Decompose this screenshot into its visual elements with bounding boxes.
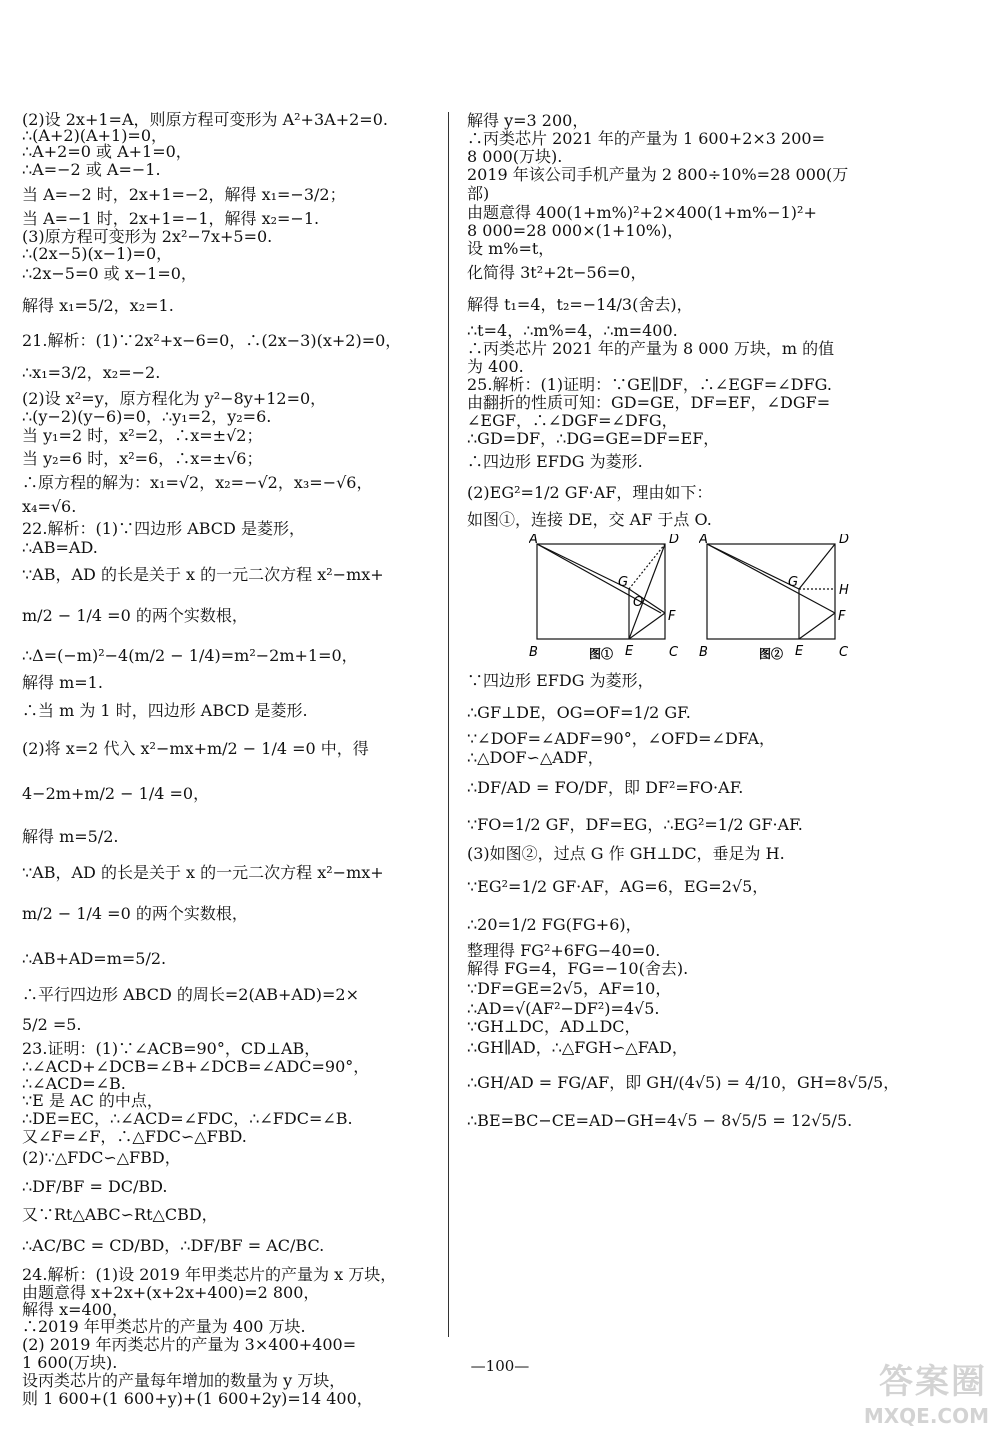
text-line: ∴∠ACD+∠DCB=∠B+∠DCB=∠ADC=90°， — [22, 1057, 370, 1076]
text-line: 设丙类芯片的产量每年增加的数量为 y 万块， — [22, 1371, 346, 1390]
text-line: ∴Δ=(−m)²−4(m/2 − 1/4)=m²−2m+1=0， — [22, 646, 358, 665]
text-line: 4−2m+m/2 − 1/4 =0， — [22, 784, 210, 803]
text-line: ∵四边形 EFDG 为菱形， — [467, 671, 654, 690]
text-line: ∴AD=√(AF²−DF²)=4√5. — [467, 999, 660, 1018]
text-line: ∴2019 年甲类芯片的产量为 400 万块. — [22, 1317, 306, 1336]
watermark-logo: 答案圈 — [879, 1362, 987, 1402]
text-line: ∴平行四边形 ABCD 的周长=2(AB+AD)=2× — [22, 985, 360, 1004]
text-line: ∴x₁=3/2，x₂=−2. — [22, 363, 161, 382]
caption-2: 图② — [759, 647, 784, 661]
watermark-url: MXQE.COM — [863, 1404, 989, 1428]
label-d: D — [669, 534, 680, 547]
text-line: 部) — [467, 184, 490, 203]
text-line: 当 y₂=6 时，x²=6，∴x=±√6； — [22, 449, 263, 468]
text-line: 则 1 600+(1 600+y)+(1 600+2y)=14 400， — [22, 1389, 373, 1408]
text-line: 25.解析：(1)证明：∵GE∥DF，∴∠EGF=∠DFG. — [467, 375, 832, 394]
left-column — [22, 112, 437, 1408]
text-line: ∠EGF，∴∠DGF=∠DFG， — [467, 411, 678, 430]
text-line: (2)∵△FDC∽△FBD， — [22, 1148, 181, 1167]
text-line: 23.证明：(1)∵∠ACB=90°，CD⊥AB， — [22, 1039, 321, 1058]
text-line: (2)设 2x+1=A，则原方程可变形为 A²+3A+2=0. — [22, 110, 388, 129]
text-line: (3)如图②，过点 G 作 GH⊥DC，垂足为 H. — [467, 844, 785, 863]
text-line: x₄=√6. — [22, 497, 77, 516]
text-line: ∴A=−2 或 A=−1. — [22, 160, 161, 179]
text-line: ∴当 m 为 1 时，四边形 ABCD 是菱形. — [22, 701, 308, 720]
text-line: ∵E 是 AC 的中点， — [22, 1091, 163, 1110]
svg-text:H: H — [839, 583, 849, 598]
text-line: ∴BE=BC−CE=AD−GH=4√5 − 8√5/5 = 12√5/5. — [467, 1111, 853, 1130]
text-line: 当 A=−2 时，2x+1=−2，解得 x₁=−3/2； — [22, 185, 346, 204]
text-line: 化简得 3t²+2t−56=0， — [467, 263, 647, 282]
text-line: ∴AC/BC = CD/BD，∴DF/BF = AC/BC. — [22, 1236, 325, 1255]
text-line: ∴(2x−5)(x−1)=0， — [22, 244, 173, 263]
column-divider — [448, 112, 449, 1337]
text-line: 由题意得 x+2x+(x+2x+400)=2 800， — [22, 1283, 320, 1302]
svg-text:B: B — [699, 645, 708, 660]
label-g: G — [618, 575, 629, 590]
text-line: ∵FO=1/2 GF，DF=EG，∴EG²=1/2 GF·AF. — [467, 815, 803, 834]
svg-text:A: A — [699, 534, 708, 547]
right-column — [467, 112, 987, 1136]
text-line: 如图①，连接 DE，交 AF 于点 O. — [467, 510, 712, 529]
svg-text:E: E — [795, 644, 804, 659]
text-line: 由题意得 400(1+m%)²+2×400(1+m%−1)²+ — [467, 203, 817, 222]
text-line: (2)设 x²=y，原方程化为 y²−8y+12=0， — [22, 389, 327, 408]
text-line: ∵AB，AD 的长是关于 x 的一元二次方程 x²−mx+ — [22, 565, 384, 584]
text-line: 又∠F=∠F，∴△FDC∽△FBD. — [22, 1127, 247, 1146]
text-line: 解得 t₁=4，t₂=−14/3(舍去)， — [467, 295, 693, 314]
label-a: A — [529, 534, 538, 547]
text-line: 解得 m=1. — [22, 673, 103, 692]
text-line: (3)原方程可变形为 2x²−7x+5=0. — [22, 227, 273, 246]
text-line: ∴AB+AD=m=5/2. — [22, 949, 167, 968]
text-line: ∴GH∥AD，∴△FGH∽△FAD， — [467, 1038, 688, 1057]
figure-1 — [529, 534, 709, 662]
svg-text:G: G — [788, 575, 799, 590]
text-line: ∴△DOF∽△ADF， — [467, 748, 604, 767]
text-line: 1 600(万块). — [22, 1353, 118, 1372]
geometry-figures — [467, 534, 987, 662]
text-line: ∴A+2=0 或 A+1=0， — [22, 142, 192, 161]
label-e: E — [625, 644, 634, 659]
label-c: C — [669, 645, 679, 660]
text-line: m/2 − 1/4 =0 的两个实数根， — [22, 904, 248, 923]
text-line: ∴DE=EC，∴∠ACD=∠FDC，∴∠FDC=∠B. — [22, 1109, 353, 1128]
caption-1: 图① — [589, 647, 614, 661]
text-line: 设 m%=t， — [467, 239, 555, 258]
text-line: ∵EG²=1/2 GF·AF，AG=6，EG=2√5， — [467, 877, 769, 896]
text-line: 24.解析：(1)设 2019 年甲类芯片的产量为 x 万块， — [22, 1265, 397, 1284]
text-line: 22.解析：(1)∵四边形 ABCD 是菱形， — [22, 519, 305, 538]
page-number: —100— — [470, 1357, 530, 1375]
text-line: 解得 x=400， — [22, 1300, 129, 1319]
text-line: ∴四边形 EFDG 为菱形. — [467, 452, 643, 471]
text-line: 解得 x₁=5/2，x₂=1. — [22, 296, 174, 315]
text-line: (2)将 x=2 代入 x²−mx+m/2 − 1/4 =0 中，得 — [22, 739, 369, 758]
text-line: ∴DF/BF = DC/BD. — [22, 1177, 168, 1196]
text-line: 当 A=−1 时，2x+1=−1，解得 x₂=−1. — [22, 209, 320, 228]
text-line: ∵DF=GE=2√5，AF=10， — [467, 979, 672, 998]
right-column-bottom — [467, 666, 987, 1136]
watermark — [818, 1350, 993, 1430]
text-line: ∴GF⊥DE，OG=OF=1/2 GF. — [467, 703, 691, 722]
text-line: (2) 2019 年丙类芯片的产量为 3×400+400= — [22, 1335, 357, 1354]
text-line: ∴(y−2)(y−6)=0，∴y₁=2，y₂=6. — [22, 407, 272, 426]
text-line: ∴丙类芯片 2021 年的产量为 8 000 万块，m 的值 — [467, 339, 835, 358]
svg-text:F: F — [838, 609, 846, 624]
svg-text:D: D — [839, 534, 850, 547]
text-line: ∵AB，AD 的长是关于 x 的一元二次方程 x²−mx+ — [22, 863, 384, 882]
right-column-top — [467, 112, 987, 530]
text-line: 2019 年该公司手机产量为 2 800÷10%=28 000(万 — [467, 165, 849, 184]
text-line: 解得 y=3 200， — [467, 111, 589, 130]
text-line: 8 000=28 000×(1+10%)， — [467, 221, 684, 240]
label-o: O — [633, 595, 644, 610]
text-line: 又∵Rt△ABC∽Rt△CBD， — [22, 1205, 218, 1224]
text-line: 解得 m=5/2. — [22, 827, 119, 846]
text-line: ∴AB=AD. — [22, 538, 98, 557]
text-line: ∴GD=DF，∴DG=GE=DF=EF， — [467, 429, 720, 448]
text-line: ∴丙类芯片 2021 年的产量为 1 600+2×3 200= — [467, 129, 825, 148]
text-line: m/2 − 1/4 =0 的两个实数根， — [22, 606, 248, 625]
text-line: 由翻折的性质可知：GD=GE，DF=EF，∠DGF= — [467, 393, 831, 412]
text-line: ∵∠DOF=∠ADF=90°，∠OFD=∠DFA， — [467, 729, 776, 748]
label-b: B — [529, 645, 538, 660]
text-line: ∴∠ACD=∠B. — [22, 1074, 126, 1093]
text-line: ∴20=1/2 FG(FG+6)， — [467, 915, 642, 934]
text-line: ∴t=4，∴m%=4，∴m=400. — [467, 321, 678, 340]
text-line: 21.解析：(1)∵2x²+x−6=0，∴(2x−3)(x+2)=0， — [22, 331, 402, 350]
text-line: ∵GH⊥DC，AD⊥DC， — [467, 1017, 641, 1036]
text-line: 整理得 FG²+6FG−40=0. — [467, 941, 661, 960]
text-line: 8 000(万块). — [467, 147, 563, 166]
text-line: ∴(A+2)(A+1)=0， — [22, 126, 168, 145]
text-line: ∴DF/AD = FO/DF，即 DF²=FO·AF. — [467, 778, 744, 797]
text-line: ∴GH/AD = FG/AF，即 GH/(4√5) = 4/10，GH=8√5/5， — [467, 1073, 900, 1092]
text-line: ∴2x−5=0 或 x−1=0， — [22, 264, 197, 283]
text-line: (2)EG²=1/2 GF·AF，理由如下： — [467, 483, 713, 502]
text-line: 为 400. — [467, 357, 524, 376]
text-line: 当 y₁=2 时，x²=2，∴x=±√2； — [22, 426, 263, 445]
text-line: ∴原方程的解为：x₁=√2，x₂=−√2，x₃=−√6， — [22, 473, 373, 492]
figure-2 — [699, 534, 879, 662]
text-line: 5/2 =5. — [22, 1015, 82, 1034]
label-f: F — [668, 609, 676, 624]
text-line: 解得 FG=4，FG=−10(舍去). — [467, 959, 689, 978]
svg-text:C: C — [839, 645, 849, 660]
